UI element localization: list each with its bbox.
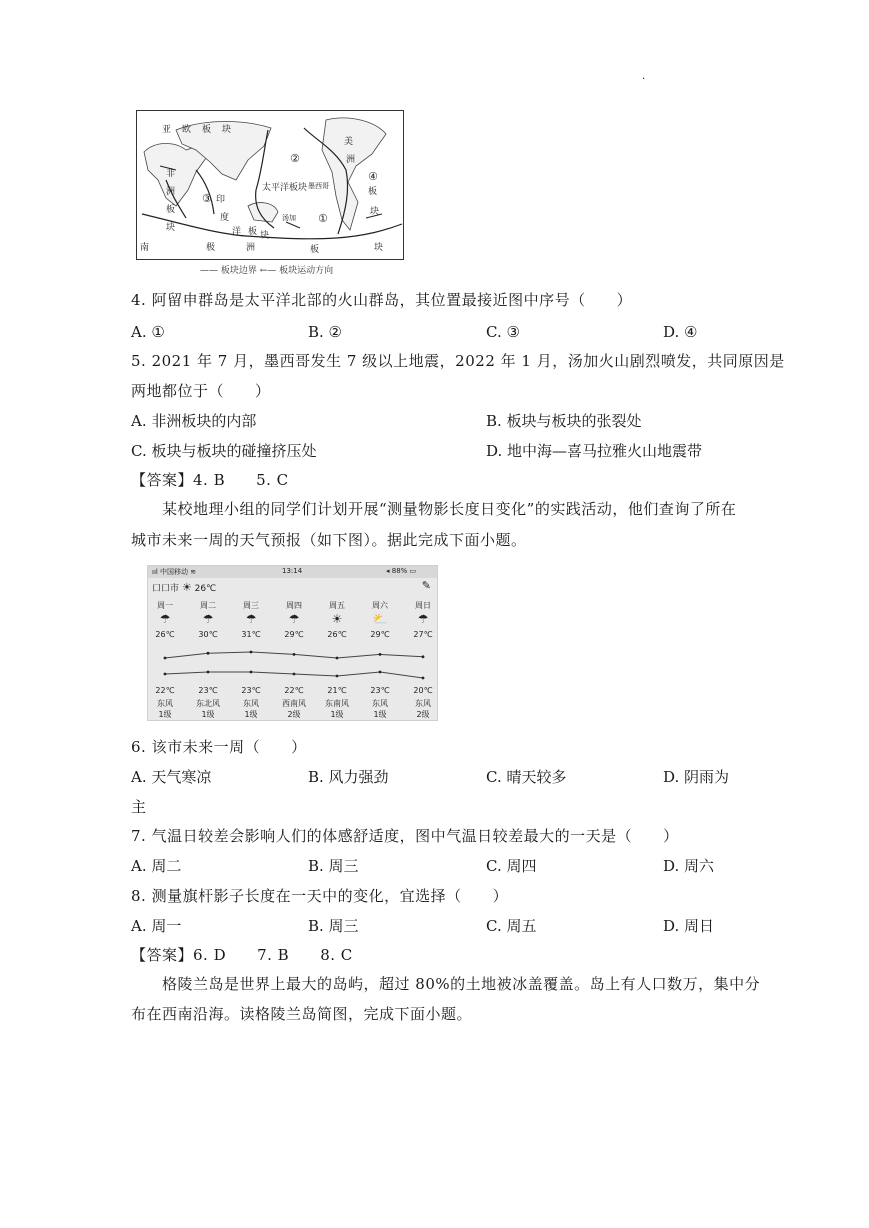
map-label: 洲 (346, 155, 356, 165)
question-6-option-a: A. 天气寒凉 (131, 768, 212, 786)
day-label: 周三 (243, 601, 259, 610)
map-label: 块 (260, 231, 270, 241)
high-temperature: 31℃ (241, 630, 261, 639)
low-temperature: 23℃ (198, 686, 218, 695)
day-label: 周一 (157, 601, 173, 610)
wind-level: 1级 (158, 710, 172, 719)
map-marker-4: ④ (368, 170, 378, 183)
question-4-option-d: D. ④ (663, 323, 698, 341)
status-bar (148, 566, 437, 578)
page-dot: · (642, 74, 646, 85)
low-temperature: 22℃ (155, 686, 175, 695)
wind-direction: 东风 (415, 699, 431, 708)
question-8-option-c: C. 周五 (486, 917, 537, 935)
question-8-stem: 8. 测量旗杆影子长度在一天中的变化，宜选择（ ） (131, 887, 509, 905)
intro-1-line1: 某校地理小组的同学们计划开展“测量物影长度日变化”的实践活动，他们查询了所在 (162, 500, 737, 518)
wind-level: 1级 (330, 710, 344, 719)
question-7-option-b: B. 周三 (308, 857, 359, 875)
wind-level: 2级 (287, 710, 301, 719)
map-label: 板 (310, 245, 320, 255)
day-label: 周六 (372, 601, 388, 610)
map-label: 块 (370, 207, 380, 217)
city-header (152, 581, 216, 594)
city-name: 口口市 (152, 584, 180, 594)
umbrella-icon: ☂ (417, 612, 429, 626)
question-4-option-b: B. ② (308, 323, 343, 341)
wind-level: 1级 (373, 710, 387, 719)
map-label: 墨西哥 (308, 182, 329, 190)
signal-indicator: ııl 中国移动 ≋ (152, 568, 197, 576)
map-label: 洋 (232, 227, 242, 237)
question-4-option-a: A. ① (131, 323, 165, 341)
answer-4-5: 【答案】4. B 5. C (131, 471, 289, 489)
wind-direction: 东风 (243, 699, 259, 708)
question-6-option-b: B. 风力强劲 (308, 768, 389, 786)
question-5-option-b: B. 板块与板块的张裂处 (486, 412, 642, 430)
wind-level: 2级 (416, 710, 430, 719)
map-label: 板 (368, 187, 378, 197)
map-marker-3: ③ (202, 192, 212, 205)
intro-1-line2: 城市未来一周的天气预报（如下图）。据此完成下面小题。 (131, 531, 527, 549)
low-temperature: 21℃ (327, 686, 347, 695)
wind-direction: 东北风 (196, 699, 220, 708)
map-marker-1: ① (318, 212, 328, 225)
intro-2-line1: 格陵兰岛是世界上最大的岛屿，超过 80%的土地被冰盖覆盖。岛上有人口数万，集中分 (162, 975, 761, 993)
low-temperature: 23℃ (241, 686, 261, 695)
map-label: 洲 (166, 187, 176, 197)
map-label: 亚 (162, 125, 172, 135)
question-7-option-a: A. 周二 (131, 857, 182, 875)
question-5-stem-line2: 两地都位于（ ） (131, 382, 271, 400)
map-label: 美 (344, 137, 354, 147)
intro-2-line2: 布在西南沿海。读格陵兰岛简图，完成下面小题。 (131, 1005, 473, 1023)
question-7-stem: 7. 气温日较差会影响人们的体感舒适度，图中气温日较差最大的一天是（ ） (131, 827, 679, 845)
umbrella-icon: ☂ (288, 612, 300, 626)
map-label: 欧 (182, 125, 192, 135)
edit-icon[interactable]: ✎ (421, 579, 431, 592)
sun-icon: ☀ (331, 612, 343, 626)
high-temperature: 29℃ (370, 630, 390, 639)
question-6-option-d-continued: 主 (131, 798, 147, 816)
question-6-option-d: D. 阴雨为 (663, 768, 730, 786)
map-label: 汤加 (282, 214, 296, 222)
wind-level: 1级 (244, 710, 258, 719)
question-5-option-d: D. 地中海—喜马拉雅火山地震带 (486, 442, 703, 460)
map-label: 极 (206, 243, 216, 253)
map-label: 块 (222, 125, 232, 135)
map-label: 块 (166, 223, 176, 233)
question-4-option-c: C. ③ (486, 323, 520, 341)
question-6-stem: 6. 该市未来一周（ ） (131, 738, 307, 756)
question-7-option-d: D. 周六 (663, 857, 715, 875)
map-label: 度 (220, 213, 230, 223)
day-label: 周二 (200, 601, 216, 610)
umbrella-icon: ☂ (202, 612, 214, 626)
wind-direction: 东南风 (325, 699, 349, 708)
umbrella-icon: ☂ (245, 612, 257, 626)
wind-direction: 东风 (372, 699, 388, 708)
map-legend: —— 板块边界 ←— 板块运动方向 (200, 266, 334, 276)
map-marker-2: ② (290, 152, 300, 165)
status-time: 13:14 (282, 567, 303, 575)
weather-forecast-screenshot (147, 565, 438, 721)
map-label: 块 (374, 243, 384, 253)
map-label: 印 (216, 195, 226, 205)
question-8-option-a: A. 周一 (131, 917, 182, 935)
wind-direction: 东风 (157, 699, 173, 708)
high-temperature: 30℃ (198, 630, 218, 639)
high-temperature: 29℃ (284, 630, 304, 639)
question-5-option-c: C. 板块与板块的碰撞挤压处 (131, 442, 317, 460)
forecast-days (148, 600, 437, 720)
question-8-option-d: D. 周日 (663, 917, 715, 935)
question-6-option-c: C. 晴天较多 (486, 768, 567, 786)
map-label: 南 (140, 243, 150, 253)
map-label: 板 (166, 205, 176, 215)
map-label: 板 (202, 125, 212, 135)
high-temperature: 27℃ (413, 630, 433, 639)
wind-level: 1级 (201, 710, 215, 719)
map-label: 板 (248, 227, 258, 237)
low-temperature: 20℃ (413, 686, 433, 695)
question-8-option-b: B. 周三 (308, 917, 359, 935)
plate-tectonics-map (136, 110, 404, 260)
question-5-option-a: A. 非洲板块的内部 (131, 412, 257, 430)
umbrella-icon: ☂ (159, 612, 171, 626)
battery-indicator: ◂ 88% ▭ (386, 567, 417, 575)
high-temperature: 26℃ (327, 630, 347, 639)
high-temperature: 26℃ (155, 630, 175, 639)
wind-direction: 西南风 (282, 699, 306, 708)
low-temperature: 22℃ (284, 686, 304, 695)
question-5-stem-line1: 5. 2021 年 7 月，墨西哥发生 7 级以上地震，2022 年 1 月，汤加火山剧烈喷发，共同原因是 (131, 352, 785, 370)
city-temperature: 26℃ (194, 584, 217, 594)
low-temperature: 23℃ (370, 686, 390, 695)
question-4-stem: 4. 阿留申群岛是太平洋北部的火山群岛，其位置最接近图中序号（ ） (131, 291, 633, 309)
map-label: 非 (166, 169, 176, 179)
answer-6-8: 【答案】6. D 7. B 8. C (131, 946, 353, 964)
question-7-option-c: C. 周四 (486, 857, 537, 875)
map-label: 太平洋板块 (262, 183, 308, 193)
partly-cloudy-icon: ⛅ (372, 612, 388, 626)
map-label: 洲 (246, 243, 256, 253)
sun-icon: ☀ (181, 581, 192, 594)
day-label: 周日 (415, 601, 431, 610)
day-label: 周五 (329, 601, 345, 610)
day-label: 周四 (286, 601, 302, 610)
